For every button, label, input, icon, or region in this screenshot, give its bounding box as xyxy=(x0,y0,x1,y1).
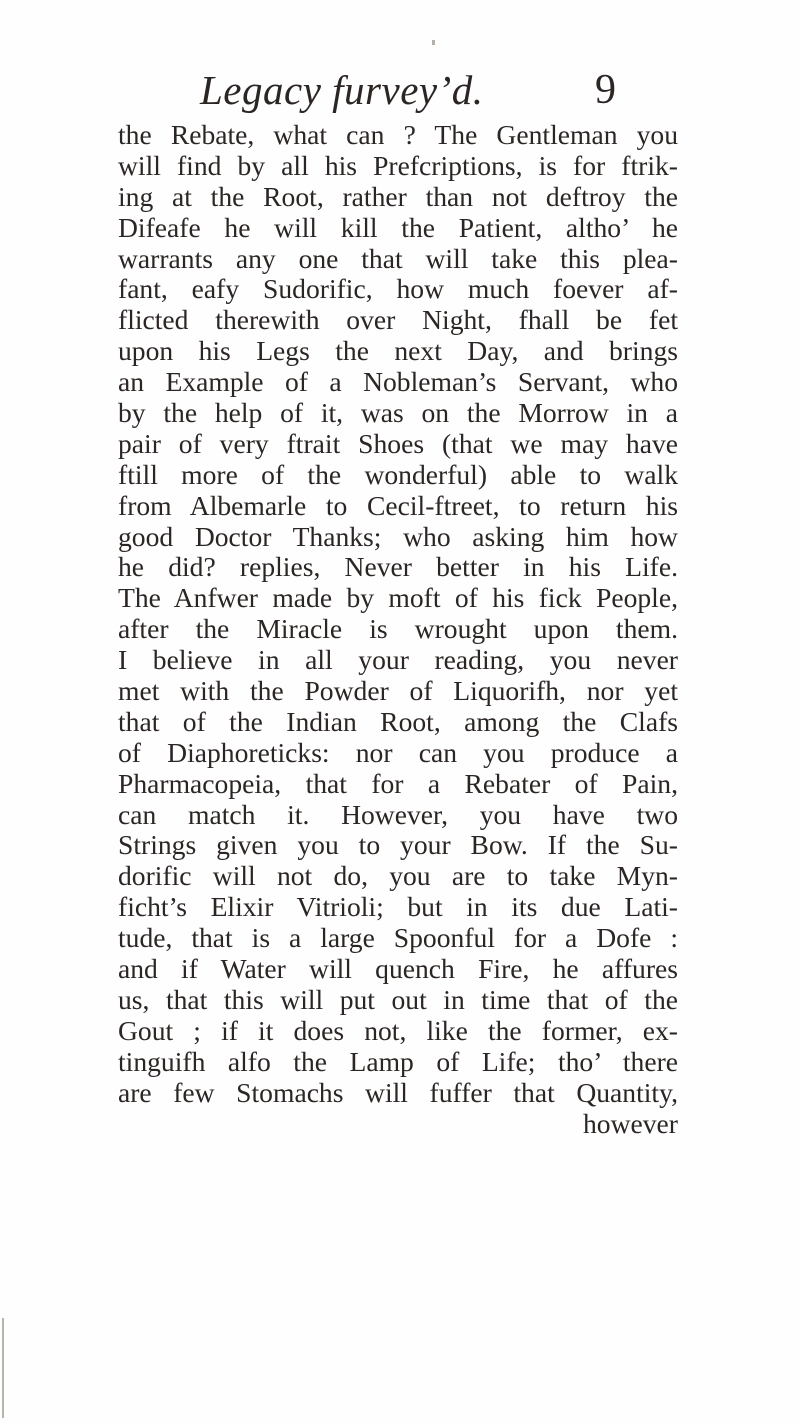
text-line: pair of very ftrait Shoes (that we may have xyxy=(118,427,678,459)
text-line: upon his Legs the next Day, and brings xyxy=(118,335,678,367)
text-line: of Diaphoreticks: nor can you produce a xyxy=(118,736,678,768)
text-line: dorific will not do, you are to take Myn- xyxy=(118,860,678,892)
running-title: Legacy furvey’d. xyxy=(200,67,484,113)
text-line: met with the Powder of Liquorifh, nor yet xyxy=(118,675,678,707)
text-line: by the help of it, was on the Morrow in a xyxy=(118,397,678,429)
binding-edge-mark xyxy=(2,1318,4,1418)
ink-speck xyxy=(432,40,435,45)
text-line: ing at the Root, rather than not deftroy the xyxy=(118,180,678,212)
text-line: fant, eafy Sudorific, how much foever af- xyxy=(118,273,678,305)
text-line: that of the Indian Root, among the Clafs xyxy=(118,705,678,737)
text-line: can match it. However, you have two xyxy=(118,798,678,830)
text-line: the Rebate, what can ? The Gentleman you xyxy=(118,119,678,150)
text-line: ficht’s Elixir Vitrioli; but in its due Lati- xyxy=(118,891,678,923)
text-line: good Doctor Thanks; who asking him how xyxy=(118,520,678,552)
text-line: warrants any one that will take this plea- xyxy=(118,242,678,274)
text-line: and if Water will quench Fire, he affures xyxy=(118,953,678,985)
text-line: Difeafe he will kill the Patient, altho’ he xyxy=(118,211,678,243)
text-line: Pharmacopeia, that for a Rebater of Pain, xyxy=(118,767,678,799)
text-line: will find by all his Prefcriptions, is for ftrik- xyxy=(118,149,678,181)
text-line: from Albemarle to Cecil-ftreet, to return his xyxy=(118,489,678,521)
text-line: an Example of a Nobleman’s Servant, who xyxy=(118,366,678,398)
body-text xyxy=(118,120,678,1139)
catchword: however xyxy=(582,1107,678,1139)
text-line: Gout ; if it does not, like the former, ex- xyxy=(118,1014,678,1046)
text-line: The Anfwer made by moft of his fick People, xyxy=(118,582,678,614)
page-number: 9 xyxy=(595,67,616,113)
text-line: us, that this will put out in time that of the xyxy=(118,983,678,1015)
text-line: flicted therewith over Night, fhall be fet xyxy=(118,304,678,336)
text-line: are few Stomachs will fuffer that Quantity, xyxy=(118,1076,678,1108)
text-line: tinguifh alfo the Lamp of Life; tho’ there xyxy=(118,1045,678,1077)
text-line: he did? replies, Never better in his Life. xyxy=(118,551,678,583)
text-line: I believe in all your reading, you never xyxy=(118,644,678,676)
text-line: tude, that is a large Spoonful for a Dofe : xyxy=(118,922,678,954)
text-line: Strings given you to your Bow. If the Su- xyxy=(118,829,678,861)
text-line: ftill more of the wonderful) able to walk xyxy=(118,458,678,490)
text-line: after the Miracle is wrought upon them. xyxy=(118,613,678,645)
